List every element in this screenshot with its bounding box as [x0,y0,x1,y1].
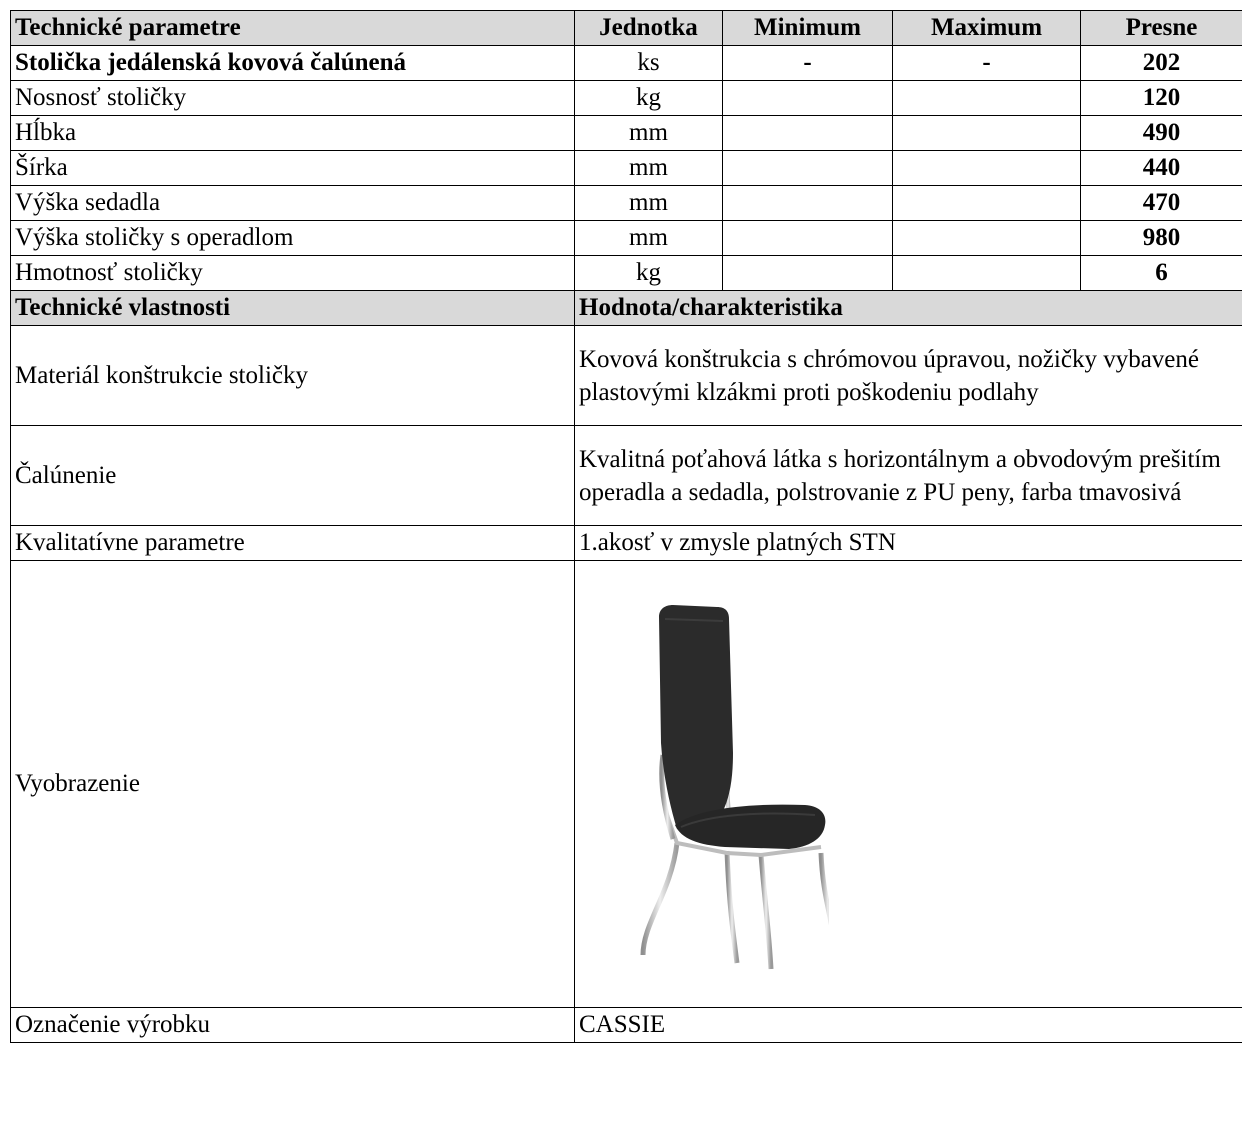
param-unit: mm [575,151,723,186]
product-exact: 202 [1081,46,1242,81]
product-unit: ks [575,46,723,81]
param-unit: mm [575,186,723,221]
designation-value: CASSIE [575,1008,1242,1043]
property-value: Kovová konštrukcia s chrómovou úpravou, nožičky vybavené plastovými klzákmi proti poškodeniu podlahy [575,326,1242,426]
param-row [11,81,1242,116]
param-unit: kg [575,256,723,291]
param-max [893,116,1081,151]
param-min [723,81,893,116]
param-max [893,81,1081,116]
param-row [11,151,1242,186]
property-label: Kvalitatívne parametre [11,526,575,561]
product-name: Stolička jedálenská kovová čalúnená [11,46,575,81]
image-label: Vyobrazenie [11,561,575,1008]
param-min [723,186,893,221]
property-label: Čalúnenie [11,426,575,526]
designation-label: Označenie výrobku [11,1008,575,1043]
param-min [723,151,893,186]
property-label: Materiál konštrukcie stoličky [11,326,575,426]
properties-header-row [11,291,1242,326]
param-exact: 980 [1081,221,1242,256]
param-row [11,116,1242,151]
param-exact: 120 [1081,81,1242,116]
param-max [893,256,1081,291]
properties-header-label: Technické vlastnosti [11,291,575,326]
product-min: - [723,46,893,81]
param-name: Hmotnosť stoličky [11,256,575,291]
param-max [893,221,1081,256]
param-min [723,221,893,256]
param-row [11,256,1242,291]
param-min [723,256,893,291]
property-value: Kvalitná poťahová látka s horizontálnym a obvodovým prešitím operadla a sedadla, polstrovanie z PU peny, farba tmavosivá [575,426,1242,526]
param-name: Výška stoličky s operadlom [11,221,575,256]
param-exact: 490 [1081,116,1242,151]
param-max [893,151,1081,186]
product-row [11,46,1242,81]
header-unit: Jednotka [575,11,723,46]
param-max [893,186,1081,221]
property-row [11,526,1242,561]
property-row [11,326,1242,426]
header-max: Maximum [893,11,1081,46]
designation-row [11,1008,1242,1043]
header-row [11,11,1242,46]
spec-table [10,10,1242,1043]
chair-photo [629,603,829,975]
spec-sheet [10,10,1242,1142]
properties-header-value: Hodnota/charakteristika [575,291,1242,326]
param-unit: kg [575,81,723,116]
param-name: Nosnosť stoličky [11,81,575,116]
param-unit: mm [575,221,723,256]
image-cell [575,561,1242,1008]
param-exact: 440 [1081,151,1242,186]
header-min: Minimum [723,11,893,46]
param-unit: mm [575,116,723,151]
param-exact: 6 [1081,256,1242,291]
param-name: Hĺbka [11,116,575,151]
param-exact: 470 [1081,186,1242,221]
header-exact: Presne [1081,11,1242,46]
product-max: - [893,46,1081,81]
param-row [11,186,1242,221]
header-technical: Technické parametre [11,11,575,46]
image-row [11,561,1242,1008]
param-row [11,221,1242,256]
param-min [723,116,893,151]
property-row [11,426,1242,526]
param-name: Šírka [11,151,575,186]
param-name: Výška sedadla [11,186,575,221]
property-value: 1.akosť v zmysle platných STN [575,526,1242,561]
